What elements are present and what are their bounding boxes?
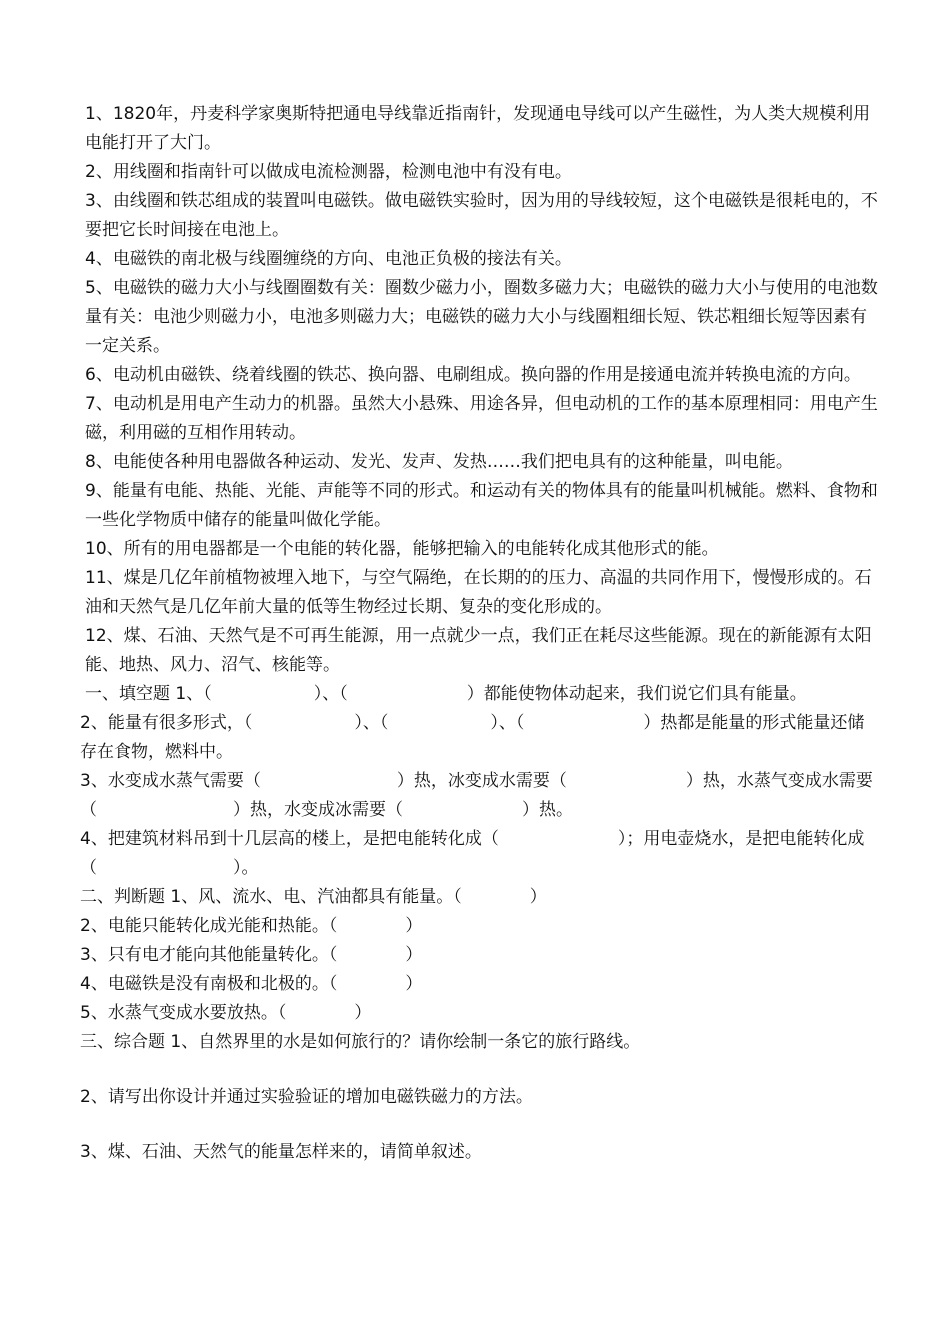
synthesis-question-1: 三、综合题 1、自然界里的水是如何旅行的？请你绘制一条它的旅行路线。 xyxy=(80,1032,641,1052)
judge-question-2: 2、电能只能转化成光能和热能。（ ） xyxy=(80,916,423,936)
fill-blank-question-4: 4、把建筑材料吊到十几层高的楼上，是把电能转化成（ ）；用电壶烧水，是把电能转化成（ ）。 xyxy=(80,829,865,878)
knowledge-point-12: 12、煤、石油、天然气是不可再生能源，用一点就少一点，我们正在耗尽这些能源。现在的新能源有太阳能、地热、风力、沼气、核能等。 xyxy=(85,626,872,675)
judge-question-3: 3、只有电才能向其他能量转化。（ ） xyxy=(80,945,423,965)
fill-blank-question-2: 2、能量有很多形式，（ ）、（ ）、（ ）热都是能量的形式能量还储存在食物，燃料中。 xyxy=(80,713,865,762)
knowledge-point-8: 8、电能使各种用电器做各种运动、发光、发声、发热……我们把电具有的这种能量，叫电能。 xyxy=(85,452,793,472)
judge-question-4: 4、电磁铁是没有南极和北极的。（ ） xyxy=(80,974,423,994)
knowledge-point-4: 4、电磁铁的南北极与线圈缠绕的方向、电池正负极的接法有关。 xyxy=(85,249,572,269)
knowledge-point-3: 3、由线圈和铁芯组成的装置叫电磁铁。做电磁铁实验时，因为用的导线较短，这个电磁铁是很耗电的，不要把它长时间接在电池上。 xyxy=(85,191,878,240)
knowledge-point-11: 11、煤是几亿年前植物被埋入地下，与空气隔绝，在长期的的压力、高温的共同作用下，慢慢形成的。石油和天然气是几亿年前大量的低等生物经过长期、复杂的变化形成的。 xyxy=(85,568,872,617)
judge-question-5: 5、水蒸气变成水要放热。（ ） xyxy=(80,1003,372,1023)
fill-blank-question-3: 3、水变成水蒸气需要（ ）热，冰变成水需要（ ）热，水蒸气变成水需要（ ）热，水变成冰需要（ ）热。 xyxy=(80,771,873,820)
synthesis-question-2: 2、请写出你设计并通过实验验证的增加电磁铁磁力的方法。 xyxy=(80,1087,533,1107)
knowledge-point-1: 1、1820年，丹麦科学家奥斯特把通电导线靠近指南针，发现通电导线可以产生磁性，为人类大规模利用电能打开了大门。 xyxy=(85,104,871,153)
knowledge-point-6: 6、电动机由磁铁、绕着线圈的铁芯、换向器、电刷组成。换向器的作用是接通电流并转换电流的方向。 xyxy=(85,365,861,385)
document-body xyxy=(80,100,880,1167)
fill-blank-question-1: 一、填空题 1、（ ）、（ ）都能使物体动起来，我们说它们具有能量。 xyxy=(85,684,807,704)
knowledge-point-2: 2、用线圈和指南针可以做成电流检测器，检测电池中有没有电。 xyxy=(85,162,572,182)
knowledge-point-7: 7、电动机是用电产生动力的机器。虽然大小悬殊、用途各异，但电动机的工作的基本原理相同：用电产生磁，利用磁的互相作用转动。 xyxy=(85,394,878,443)
synthesis-question-3: 3、煤、石油、天然气的能量怎样来的，请简单叙述。 xyxy=(80,1142,482,1162)
judge-question-1: 二、判断题 1、风、流水、电、汽油都具有能量。（ ） xyxy=(80,887,547,907)
knowledge-point-10: 10、所有的用电器都是一个电能的转化器，能够把输入的电能转化成其他形式的能。 xyxy=(85,539,719,559)
knowledge-point-9: 9、能量有电能、热能、光能、声能等不同的形式。和运动有关的物体具有的能量叫机械能。燃料、食物和一些化学物质中储存的能量叫做化学能。 xyxy=(85,481,878,530)
answer-space xyxy=(80,1112,880,1138)
answer-space xyxy=(80,1057,880,1083)
knowledge-point-5: 5、电磁铁的磁力大小与线圈圈数有关：圈数少磁力小，圈数多磁力大；电磁铁的磁力大小与使用的电池数量有关：电池少则磁力小，电池多则磁力大；电磁铁的磁力大小与线圈粗细长短、铁芯粗细长短等因素有一定关系。 xyxy=(85,278,878,356)
